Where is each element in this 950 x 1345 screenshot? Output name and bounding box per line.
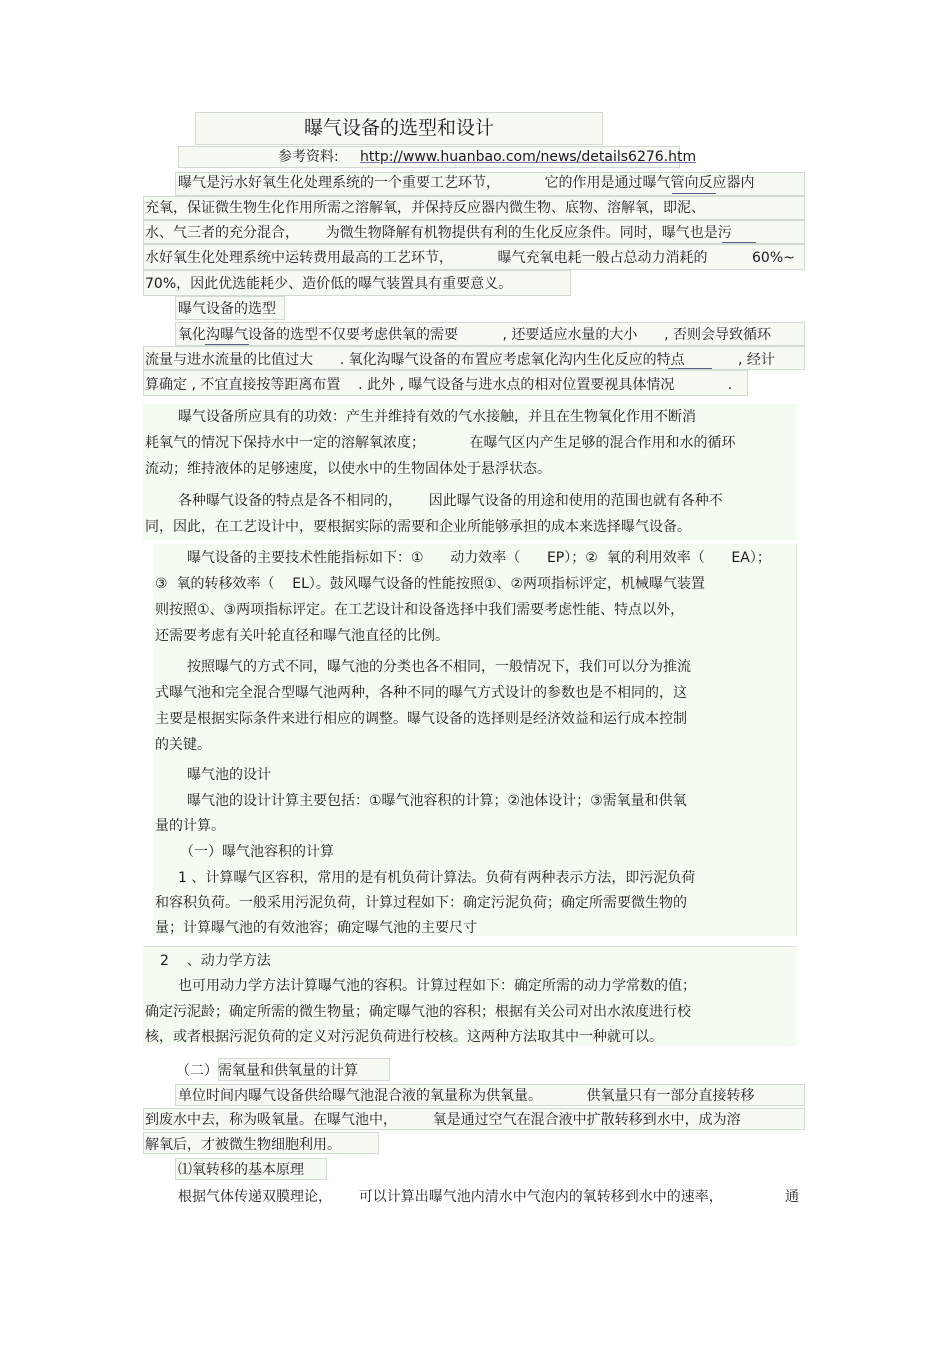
design-line: 量的计算。 <box>155 818 225 834</box>
reference-label: 参考资料: <box>278 149 339 165</box>
indicators-line: ③ 氧的转移效率（ EL）。鼓风曝气设备的性能按照①、②两项指标评定，机械曝气装置 <box>155 576 705 592</box>
oxygen-line: 解氧后，才被微生物细胞利用。 <box>145 1137 341 1153</box>
classification-line: 按照曝气的方式不同，曝气池的分类也各不相同，一般情况下，我们可以分为推流 <box>187 659 691 675</box>
function-line: 流动；维持液体的足够速度，以使水中的生物固体处于悬浮状态。 <box>145 461 551 477</box>
oxygen-line: 到废水中去，称为吸氧量。在曝气池中， 氧是通过空气在混合液中扩散转移到水中，成为溶 <box>145 1112 741 1128</box>
underline-mark <box>205 344 249 345</box>
underline-mark <box>672 193 716 194</box>
function-line: 耗氧气的情况下保持水中一定的溶解氧浓度； 在曝气区内产生足够的混合作用和水的循环 <box>145 435 736 451</box>
section-heading: 曝气设备的选型 <box>178 301 276 317</box>
document-title: 曝气设备的选型和设计 <box>195 112 603 145</box>
underline-mark <box>668 368 712 369</box>
principle-line: 根据气体传递双膜理论， 可以计算出曝气池内清水中气泡内的氧转移到水中的速率， 通 <box>178 1189 800 1205</box>
indicators-line: 曝气设备的主要技术性能指标如下：① 动力效率（ EP）；② 氧的利用效率（ EA）； <box>187 550 771 566</box>
method-heading: 2 、动力学方法 <box>160 953 271 969</box>
function-line: 曝气设备所应具有的功效：产生并维持有效的气水接触，并且在生物氧化作用不断消 <box>178 409 696 425</box>
section-heading: 曝气池的设计 <box>187 767 271 783</box>
intro-line: 充氧，保证微生物生化作用所需之溶解氧，并保持反应器内微生物、底物、溶解氧，即泥、 <box>145 200 705 216</box>
reference-link[interactable]: http://www.huanbao.com/news/details6276.htm <box>360 149 697 165</box>
intro-line: 水好氧生化处理系统中运转费用最高的工艺环节， 曝气充氧电耗一般占总动力消耗的 60%~ <box>145 250 795 266</box>
indicators-line: 还需要考虑有关叶轮直径和曝气池直径的比例。 <box>155 628 449 644</box>
volume-line: 1 、计算曝气区容积，常用的是有机负荷计算法。负荷有两种表示方法，即污泥负荷 <box>178 870 696 886</box>
design-line: 曝气池的设计计算主要包括：①曝气池容积的计算；②池体设计；③需氧量和供氧 <box>187 793 687 809</box>
intro-line: 70%，因此优选能耗少、造价低的曝气装置具有重要意义。 <box>145 276 513 292</box>
features-line: 各种曝气设备的特点是各不相同的， 因此曝气设备的用途和使用的范围也就有各种不 <box>178 493 723 509</box>
indicators-line: 则按照①、③两项指标评定。在工艺设计和设备选择中我们需要考虑性能、特点以外， <box>155 602 685 618</box>
oxygen-line: 单位时间内曝气设备供给曝气池混合液的氧量称为供氧量。 供氧量只有一部分直接转移 <box>178 1088 755 1104</box>
volume-line: 和容积负荷。一般采用污泥负荷，计算过程如下：确定污泥负荷；确定所需要微生物的 <box>155 895 687 911</box>
underline-mark <box>722 242 756 243</box>
subsection-heading: ⑴氧转移的基本原理 <box>178 1162 304 1178</box>
method-line: 也可用动力学方法计算曝气池的容积。计算过程如下：确定所需的动力学常数的值； <box>178 978 696 994</box>
intro-line: 水、气三者的充分混合， 为微生物降解有机物提供有利的生化反应条件。同时，曝气也是污 <box>145 225 732 241</box>
method-line: 核，或者根据污泥负荷的定义对污泥负荷进行校核。这两种方法取其中一种就可以。 <box>145 1029 663 1045</box>
selection-line: 算确定 , 不宜直接按等距离布置 . 此外 , 曝气设备与进水点的相对位置要视具体情况 . <box>145 377 733 393</box>
volume-line: 量；计算曝气池的有效池容；确定曝气池的主要尺寸 <box>155 920 477 936</box>
intro-line: 曝气是污水好氧生化处理系统的一个重要工艺环节， 它的作用是通过曝气管向反应器内 <box>178 175 755 191</box>
classification-line: 主要是根据实际条件来进行相应的调整。曝气设备的选择则是经济效益和运行成本控制 <box>155 711 687 727</box>
features-line: 同，因此，在工艺设计中，要根据实际的需要和企业所能够承担的成本来选择曝气设备。 <box>145 519 691 535</box>
method-line: 确定污泥龄；确定所需的微生物量；确定曝气池的容积；根据有关公司对出水浓度进行校 <box>145 1004 691 1020</box>
selection-line: 氧化沟曝气设备的选型不仅要考虑供氧的需要 , 还要适应水量的大小 , 否则会导致循环 <box>178 327 772 343</box>
selection-line: 流量与进水流量的比值过大 . 氧化沟曝气设备的布置应考虑氧化沟内生化反应的特点 , 经计 <box>145 352 775 368</box>
subsection-heading: （二）需氧量和供氧量的计算 <box>176 1063 358 1079</box>
classification-line: 的关键。 <box>155 737 211 753</box>
classification-line: 式曝气池和完全混合型曝气池两种，各种不同的曝气方式设计的参数也是不相同的，这 <box>155 685 687 701</box>
subsection-heading: （一）曝气池容积的计算 <box>180 844 334 860</box>
